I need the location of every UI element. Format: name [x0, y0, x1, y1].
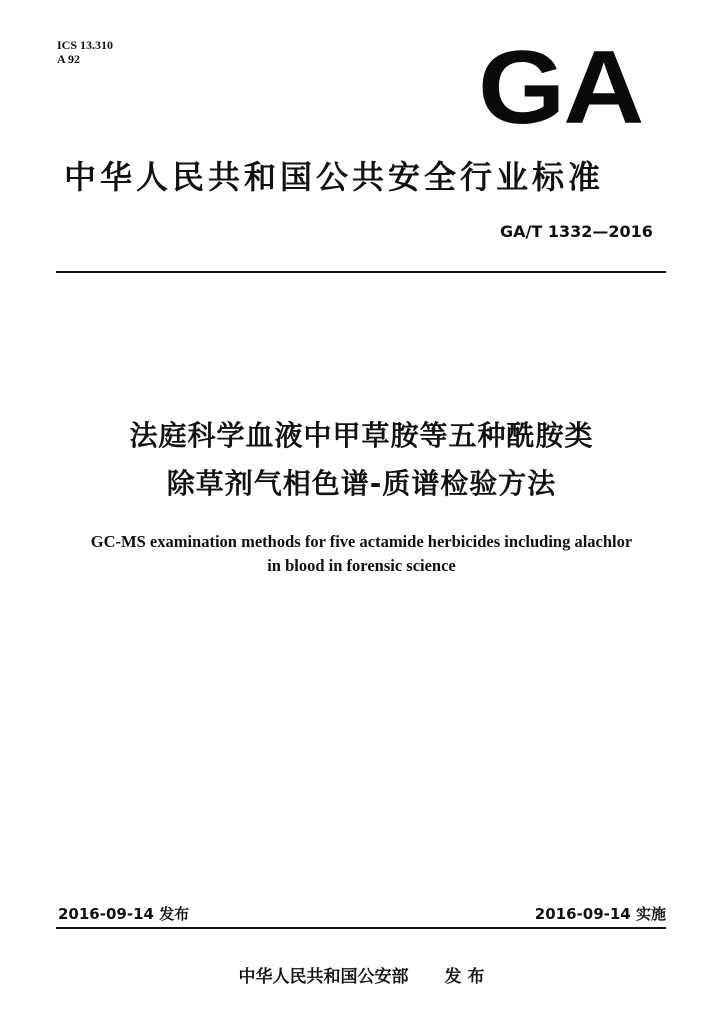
bottom-divider: [56, 927, 666, 929]
publisher-line: [0, 962, 723, 987]
top-divider: [56, 271, 666, 273]
standard-code: GA/T 1332—2016: [500, 222, 653, 241]
publish-label: 发 布: [444, 967, 485, 987]
ga-logo: GA: [478, 30, 643, 146]
issue-date-block: [58, 903, 189, 924]
classification-codes: [57, 38, 113, 66]
english-title: [0, 530, 723, 578]
issue-label: 发布: [159, 905, 190, 923]
ics-code: ICS 13.310: [57, 38, 114, 52]
issue-date: 2016-09-14: [58, 905, 154, 923]
english-title-line-1: GC-MS examination methods for five actamide herbicides including alachlor: [90, 532, 633, 551]
standard-category-title: 中华人民共和国公共安全行业标准: [64, 158, 605, 196]
class-code: A 92: [57, 52, 81, 66]
effective-date-block: [535, 903, 666, 924]
chinese-title-line-1: 法庭科学血液中甲草胺等五种酰胺类: [129, 419, 594, 452]
chinese-title-line-2: 除草剂气相色谱-质谱检验方法: [166, 467, 557, 500]
publisher-name: 中华人民共和国公安部: [238, 967, 409, 987]
effective-label: 实施: [635, 905, 666, 923]
english-title-line-2: in blood in forensic science: [267, 556, 456, 575]
chinese-title: [0, 412, 723, 508]
effective-date: 2016-09-14: [534, 905, 631, 923]
